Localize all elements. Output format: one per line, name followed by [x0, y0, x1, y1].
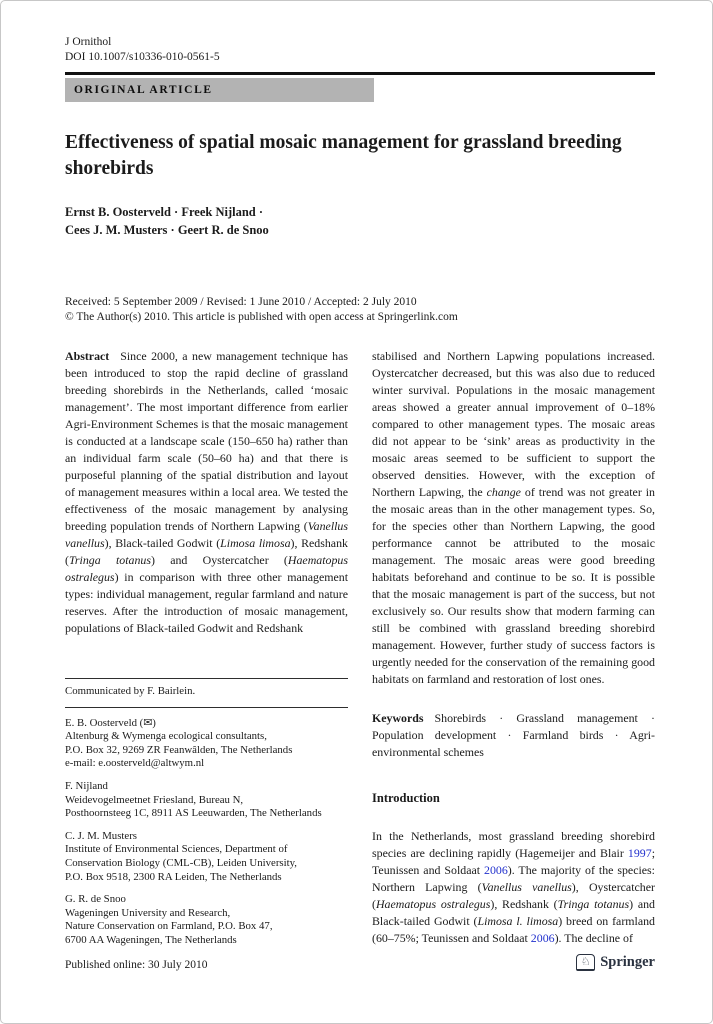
affiliation-line: Altenburg & Wymenga ecological consultants,: [65, 730, 267, 743]
affiliation-line: P.O. Box 32, 9269 ZR Feanwâlden, The Netherlands: [65, 743, 293, 756]
two-column-body: [65, 348, 655, 948]
springer-logo-label: Springer: [600, 953, 655, 970]
affiliation-line: Conservation Biology (CML-CB), Leiden University,: [65, 856, 298, 869]
article-history: [65, 295, 655, 326]
abstract-paragraph-right: stabilised and Northern Lapwing populations increased. Oystercatcher decreased, but this was also due to reduced winter survival. Populations in the mosaic management areas showed a greater annual improvement of 0–18% compared to other management types. The mosaic areas did not appear to be ‘sink’ areas as productivity in the mosaic areas seemed to be sufficient to support the observed densities. However, with the exception of Northern Lapwing, the change of trend was not greater in the mosaic areas than in the other management types. So, for the species other than Northern Lapwing, the good performance cannot be attributed to the mosaic management. The mosaic areas were good breeding habitats beforehand and continue to be so. It is possible that the mosaic management is part of the success, but not exclusively so. Our results show that modern farming can still be combined with grassland breeding shorebird management. However, further study of success factors is urgently needed for the conservation of the remaining good habitats on farmland and restoration of lost ones.: [372, 348, 655, 686]
author-list: [65, 203, 655, 239]
keywords-paragraph: Keywords Shorebirds · Grassland management · Population development · Farmland birds · Agri-environmental schemes: [372, 710, 655, 759]
affiliation-block: [65, 830, 348, 884]
author-name-line: C. J. M. Musters: [65, 829, 137, 842]
journal-header: [65, 35, 655, 65]
affiliation-block: [65, 780, 348, 821]
published-online: Published online: 30 July 2010: [65, 958, 208, 971]
page-footer: [65, 954, 655, 971]
affiliation-line: Nature Conservation on Farmland, P.O. Box 47,: [65, 920, 273, 933]
affiliation-line: P.O. Box 9518, 2300 RA Leiden, The Netherlands: [65, 870, 282, 883]
article-type-badge: ORIGINAL ARTICLE: [65, 78, 374, 102]
author-name-line: G. R. de Snoo: [65, 893, 126, 906]
citation-link[interactable]: 2006: [484, 862, 508, 877]
doi-text: DOI 10.1007/s10336-010-0561-5: [65, 51, 220, 63]
paper-title: Effectiveness of spatial mosaic management for grassland breeding shorebirds: [65, 131, 622, 179]
footnote-rule-bottom: [65, 707, 348, 708]
received-dates: Received: 5 September 2009 / Revised: 1 June 2010 / Accepted: 2 July 2010: [65, 295, 417, 308]
affiliation-line: 6700 AA Wageningen, The Netherlands: [65, 933, 237, 946]
right-column: [372, 348, 655, 948]
citation-link[interactable]: 1997: [627, 845, 652, 860]
left-column: [65, 348, 348, 948]
introduction-paragraph: In the Netherlands, most grassland breeding shorebird species are declining rapidly (Hagemeijer and Blair 1997; Teunissen and Soldaat 2006). The majority of the species: Northern Lapwing (Vanellus vanellus), Oystercatcher (Haematopus ostralegus), Redshank (Tringa totanus) and Black-tailed Godwit (Limosa l. limosa) breed on farmland (60–75%; Teunissen and Soldaat 2006). The decline of: [372, 828, 655, 945]
abstract-paragraph-left: Abstract Since 2000, a new management technique has been introduced to stop the rapid decline of grassland breeding shorebirds in the Netherlands, called ‘mosaic management’. The most important difference from earlier Agri-Environment Schemes is that the mosaic management is conducted at a landscape scale (150–650 ha) rather than an individual farm scale (50–60 ha) and that there is purposeful planning of the spatial distribution and layout of management measures within a local area. We tested the effectiveness of the mosaic management by analysing breeding population trends of Northern Lapwing (Vanellus vanellus), Black-tailed Godwit (Limosa limosa), Redshank (Tringa totanus) and Oystercatcher (Haematopus ostralegus) in comparison with three other management types: individual management, regular farmland and nature reserves. After the introduction of mosaic management, populations of Black-tailed Godwit and Redshank: [65, 348, 348, 635]
affiliation-line: Posthoornsteeg 1C, 8911 AS Leeuwarden, The Netherlands: [65, 807, 322, 820]
springer-logo: [576, 954, 655, 971]
corresponding-author-line: E. B. Oosterveld (✉): [65, 716, 156, 729]
affiliation-line: Wageningen University and Research,: [65, 906, 231, 919]
header-rule: [65, 72, 655, 75]
affiliation-line: Weidevogelmeetnet Friesland, Bureau N,: [65, 793, 244, 806]
citation-link[interactable]: 2006: [530, 930, 555, 945]
footnote-area: [65, 678, 348, 948]
affiliation-block: [65, 717, 348, 771]
affiliation-line: Institute of Environmental Sciences, Department of: [65, 843, 288, 856]
communicated-by: Communicated by F. Bairlein.: [65, 685, 196, 697]
affiliation-block: [65, 893, 348, 947]
email-line: e-mail: e.oosterveld@altwym.nl: [65, 757, 205, 770]
author-line-1: Ernst B. Oosterveld · Freek Nijland ·: [65, 204, 264, 219]
author-line-2: Cees J. M. Musters · Geert R. de Snoo: [65, 222, 269, 237]
journal-name: J Ornithol: [65, 36, 112, 48]
copyright-notice: © The Author(s) 2010. This article is published with open access at Springerlink.com: [65, 311, 458, 323]
section-heading-introduction: Introduction: [372, 790, 440, 805]
author-name-line: F. Nijland: [65, 779, 108, 792]
springer-knight-icon: ♘: [576, 954, 595, 971]
